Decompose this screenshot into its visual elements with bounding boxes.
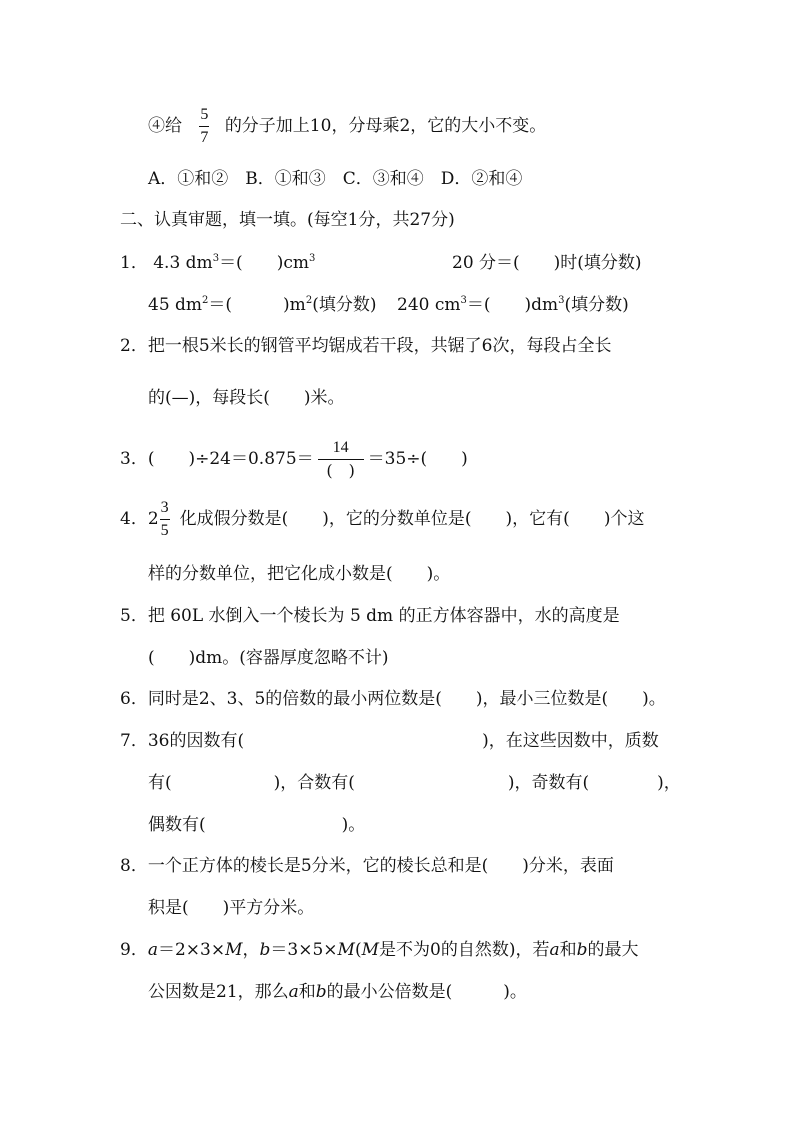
q9-var-a: a: [288, 982, 299, 1002]
q1-part-b: 20 分＝( )时(填分数): [452, 253, 642, 273]
question-4-statement: [148, 107, 546, 146]
q9-var-m: M: [361, 940, 380, 960]
q1-a-mid: ＝( )cm: [219, 253, 309, 273]
q5-line2: ( )dm。(容器厚度忽略不计): [148, 648, 389, 668]
q9-eq-a: ＝2×3×: [157, 940, 226, 960]
q1-d-sup: 3: [460, 295, 467, 306]
fraction-numerator: 5: [200, 106, 209, 123]
q7-text-1: 36的因数有( )，在这些因数中，质数: [147, 731, 659, 751]
q8-line1: [120, 858, 614, 875]
q1-c-left: 45 dm: [148, 295, 203, 315]
q9-rest-1: 是不为0的自然数)，若: [379, 940, 550, 960]
q4-line2: 样的分数单位，把它化成小数是( )。: [148, 564, 451, 584]
q1-a-sup2: 3: [308, 253, 316, 264]
q9-var-a: a: [549, 940, 560, 960]
q9-var-b: b: [315, 982, 327, 1002]
q9-and: 和: [559, 940, 577, 960]
q4-line1: [120, 500, 644, 539]
q9-var-b: b: [576, 940, 588, 960]
q1-d-tail: (填分数): [564, 295, 629, 315]
q1-number: 1．: [120, 253, 148, 273]
q1-c-sup2: 2: [305, 295, 313, 306]
q4-text-1: 化成假分数是( )，它的分数单位是( )，它有( )个这: [179, 509, 645, 529]
q9-var-m: M: [225, 940, 243, 960]
q9-number: 9．: [120, 940, 148, 960]
q2-text-1: 把一根5米长的钢管平均锯成若干段，共锯了6次，每段占全长: [147, 336, 612, 356]
q3-fraction: [318, 440, 364, 479]
q9-sep: ，: [242, 940, 260, 960]
q4-prefix: ④给: [148, 116, 182, 136]
q9-line2-post: 的最小公倍数是( )。: [326, 982, 527, 1002]
q7-line1: [120, 733, 659, 750]
q9-line1: [120, 942, 639, 959]
section-heading: 二、认真审题，填一填。(每空1分，共27分): [120, 210, 455, 230]
q5-line1: [120, 608, 620, 625]
fraction-bar: [199, 126, 209, 127]
q1-d-left: 240 cm: [397, 295, 461, 315]
q4-fraction-denominator: 5: [160, 522, 169, 539]
q2-number: 2．: [120, 336, 148, 356]
q1-line2-right: [397, 297, 629, 314]
q6-text-1: 同时是2、3、5的倍数的最小两位数是( )，最小三位数是( )。: [147, 689, 666, 709]
q9-rest-2: 的最大: [587, 940, 639, 960]
q6-line1: [120, 691, 666, 708]
q9-and: 和: [298, 982, 316, 1002]
q9-paren: (: [354, 940, 362, 960]
answer-options: A．①和② B．①和③ C．③和④ D．②和④: [148, 169, 523, 189]
q9-var-m: M: [337, 940, 355, 960]
q7-number: 7．: [120, 731, 148, 751]
q7-line2: 有( )，合数有( )，奇数有( )，: [148, 773, 681, 793]
q3-line: [120, 440, 468, 479]
q9-var-b: b: [259, 940, 271, 960]
q1-a-sup: 3: [212, 253, 220, 264]
q7-line3: 偶数有( )。: [148, 815, 366, 835]
q9-line2-pre: 公因数是21，那么: [148, 982, 289, 1002]
q2-line1: [120, 338, 611, 355]
q9-eq-b: ＝3×5×: [270, 940, 338, 960]
q6-number: 6．: [120, 689, 148, 709]
fraction-5-7: [199, 107, 209, 146]
q8-text-1: 一个正方体的棱长是5分米，它的棱长总和是( )分米，表面: [147, 856, 614, 876]
q5-text-1: 把 60L 水倒入一个棱长为 5 dm 的正方体容器中，水的高度是: [147, 606, 620, 626]
q1-a-left: 4.3 dm: [153, 253, 213, 273]
q5-number: 5．: [120, 606, 148, 626]
q2-line2: 的(—)，每段长( )米。: [148, 388, 345, 408]
q9-var-a: a: [147, 940, 158, 960]
q4-fraction-bar: [160, 519, 170, 520]
q3-right: ＝35÷( ): [367, 449, 468, 469]
q1-d-mid: ＝( )dm: [466, 295, 559, 315]
q3-fraction-denominator: ( ): [326, 461, 355, 480]
q4-whole: 2: [147, 509, 159, 529]
q4-fraction-numerator: 3: [160, 499, 169, 516]
q1-line1: [120, 255, 315, 272]
q1-c-sup: 2: [202, 295, 209, 306]
q8-line2: 积是( )平方分米。: [148, 898, 315, 918]
q1-line2: [148, 297, 376, 314]
q4-suffix: 的分子加上10，分母乘2，它的大小不变。: [224, 116, 547, 136]
q1-c-tail: (填分数): [312, 295, 377, 315]
q3-left: ( )÷24＝0.875＝: [147, 449, 314, 469]
q4-number: 4．: [120, 509, 148, 529]
q3-number: 3．: [120, 449, 148, 469]
q1-c-mid: ＝( )m: [208, 295, 306, 315]
q8-number: 8．: [120, 856, 148, 876]
q3-fraction-bar: [318, 459, 364, 460]
fraction-denominator: 7: [200, 129, 209, 146]
q3-fraction-numerator: 14: [332, 439, 349, 456]
q1-d-sup2: 3: [558, 295, 565, 306]
q9-line2: [148, 984, 527, 1001]
q4-fraction: [160, 500, 170, 539]
